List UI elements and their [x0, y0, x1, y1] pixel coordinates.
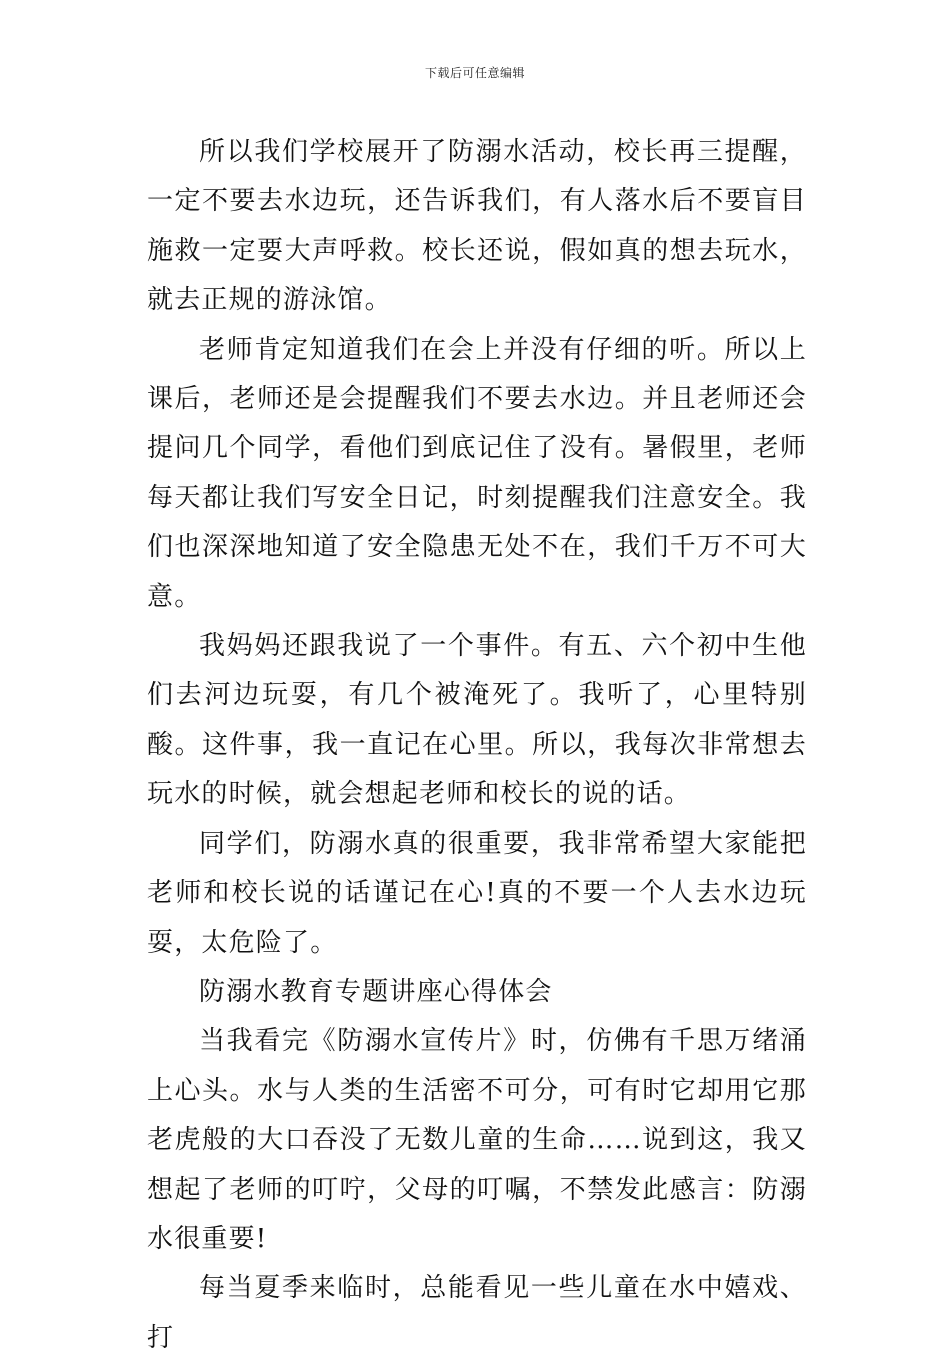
document-body [147, 128, 807, 1363]
paragraph: 当我看完《防溺水宣传片》时，仿佛有千思万绪涌上心头。水与人类的生活密不可分，可有时它却用它那老虎般的大口吞没了无数儿童的生命……说到这，我又想起了老师的叮咛，父母的叮嘱，不禁发此感言：防溺水很重要! [147, 1026, 807, 1254]
paragraph: 所以我们学校展开了防溺水活动，校长再三提醒，一定不要去水边玩，还告诉我们，有人落水后不要盲目施救一定要大声呼救。校长还说，假如真的想去玩水，就去正规的游泳馆。 [147, 137, 807, 316]
paragraph: 同学们，防溺水真的很重要，我非常希望大家能把老师和校长说的话谨记在心!真的不要一个人去水边玩耍，太危险了。 [147, 828, 807, 958]
paragraph: 每当夏季来临时，总能看见一些儿童在水中嬉戏、打 [147, 1273, 807, 1353]
paragraph: 老师肯定知道我们在会上并没有仔细的听。所以上课后，老师还是会提醒我们不要去水边。并且老师还会提问几个同学，看他们到底记住了没有。暑假里，老师每天都让我们写安全日记，时刻提醒我们注意安全。我们也深深地知道了安全隐患无处不在，我们千万不可大意。 [147, 334, 807, 612]
page-header-note: 下载后可任意编辑 [424, 66, 525, 80]
paragraph: 我妈妈还跟我说了一个事件。有五、六个初中生他们去河边玩耍，有几个被淹死了。我听了，心里特别酸。这件事，我一直记在心里。所以，我每次非常想去玩水的时候，就会想起老师和校长的说的话。 [147, 631, 807, 810]
section-title: 防溺水教育专题讲座心得体会 [199, 976, 553, 1007]
